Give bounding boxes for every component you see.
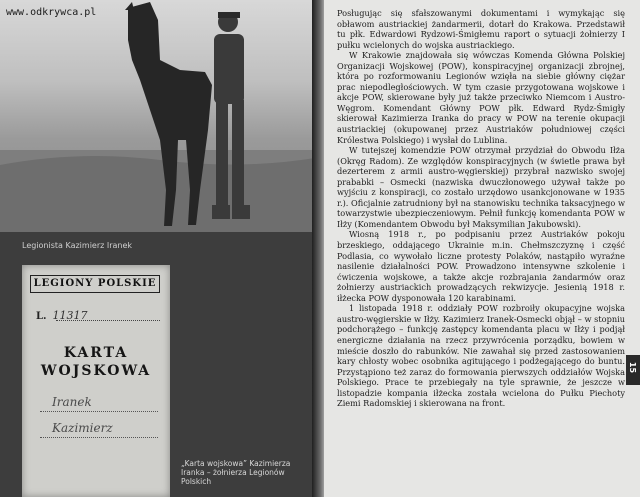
card-header: LEGIONY POLSKIE <box>30 275 160 293</box>
card-number-line <box>56 320 160 321</box>
page-number-tab <box>626 355 640 385</box>
right-page <box>324 0 640 497</box>
left-page <box>0 0 315 497</box>
card-caption: „Karta wojskowa” Kazimierza Iranka – żołnierza Legionów Polskich <box>181 459 291 486</box>
watermark-url: www.odkrywca.pl <box>6 7 97 18</box>
card-title-line1: KARTA <box>63 345 129 361</box>
card-number-value: 11317 <box>52 309 88 322</box>
paragraph: W tutejszej komendzie POW otrzymał przydział do Obwodu Iłża (Okręg Radom). Ze względów konspiracyjnych (w świetle prawa był dezerterem z armii austro-węgierskiej) przybrał nazwisko swojej prababki – Osmecki (nazwiska dwuczłonowego używał także po wyjściu z konspiracji, co zostało urzędowo usankcjonowane w 1935 r.). Oficjalnie zatrudniony był na stanowisku technika taksacyjnego w towarzystwie ubezpieczeniowym. Pełnił funkcję komendanta POW w Iłży (Komendantem Obwodu był Maksymilian Jakubowski). <box>337 145 625 229</box>
photo-illustration <box>0 0 315 232</box>
legionnaire-photo <box>0 0 315 232</box>
card-number-label: L. <box>36 311 47 322</box>
page-number: 15 <box>628 361 638 374</box>
paragraph: 1 listopada 1918 r. oddziały POW rozbroiły okupacyjne wojska austro-węgierskie w Iłży. Kazimierz Iranek-Osmecki objął – w stopniu podchorążego – funkcję zastępcy komendanta placu w Iłży i podjął energiczne działania na rzecz przywrócenia porządku, bowiem w mieście doszło do rabunków. Nie zawahał się przed zastosowaniem kary chłosty wobec osobnika agitującego i podżegającego do buntu. Przystąpiono też zaraz do formowania pierwszych oddziałów Wojska Polskiego. Prace te przebiegały na tyle sprawnie, że jeszcze w listopadzie kompania iłżecka została wcielona do Pułku Piechoty Ziemi Radomskiej i skierowana na front. <box>337 303 625 409</box>
card-field-line <box>40 437 158 438</box>
body-text <box>337 8 625 409</box>
handwritten-name: Kazimierz <box>52 421 113 435</box>
handwritten-surname: Iranek <box>52 395 92 409</box>
military-card <box>22 265 170 497</box>
paragraph: W Krakowie znajdowała się wówczas Komenda Główna Polskiej Organizacji Wojskowej (POW), konspiracyjnej organizacji zbrojnej, która po rozformowaniu Legionów wzięła na siebie główny ciężar prac niepodległościowych. W tym czasie przygotowana wojskowe i akcje POW, skierowane były już także przeciwko Niemcom i Austro-Węgrom. Komendant Główny POW płk. Edward Rydz-Śmigły skierował Kazimierza Iranka do pracy w POW na terenie okupacji austriackiej (okupowanej przez Austriaków południowej części Królestwa Polskiego) i wysłał do Lublina. <box>337 50 625 145</box>
photo-caption: Legionista Kazimierz Iranek <box>22 241 133 250</box>
card-field-line <box>40 411 158 412</box>
paragraph: Wiosną 1918 r., po podpisaniu przez Austriaków pokoju brzeskiego, oddającego Ukrainie m.in. Chełmszczyznę i część Podlasia, co wywołało liczne protesty Polaków, nastąpiło wyraźne nasilenie działalności POW. Prowadzono intensywne szkolenie i ćwiczenia wojskowe, a także akcje rozbrajania żandarmów oraz żołnierzy austriackich prowadzących rekwizycje. Jesienią 1918 r. iłżecka POW dysponowała 120 karabinami. <box>337 229 625 303</box>
card-title-line2: WOJSKOWA <box>40 363 152 379</box>
paragraph: Posługując się sfałszowanymi dokumentami i wymykając się obławom austriackiej żandarmerii, dotarł do Krakowa. Przedstawił tu płk. Edwardowi Rydzowi-Śmigłemu raport o sytuacji żołnierzy I pułku wcielonych do wojska austriackiego. <box>337 8 625 50</box>
